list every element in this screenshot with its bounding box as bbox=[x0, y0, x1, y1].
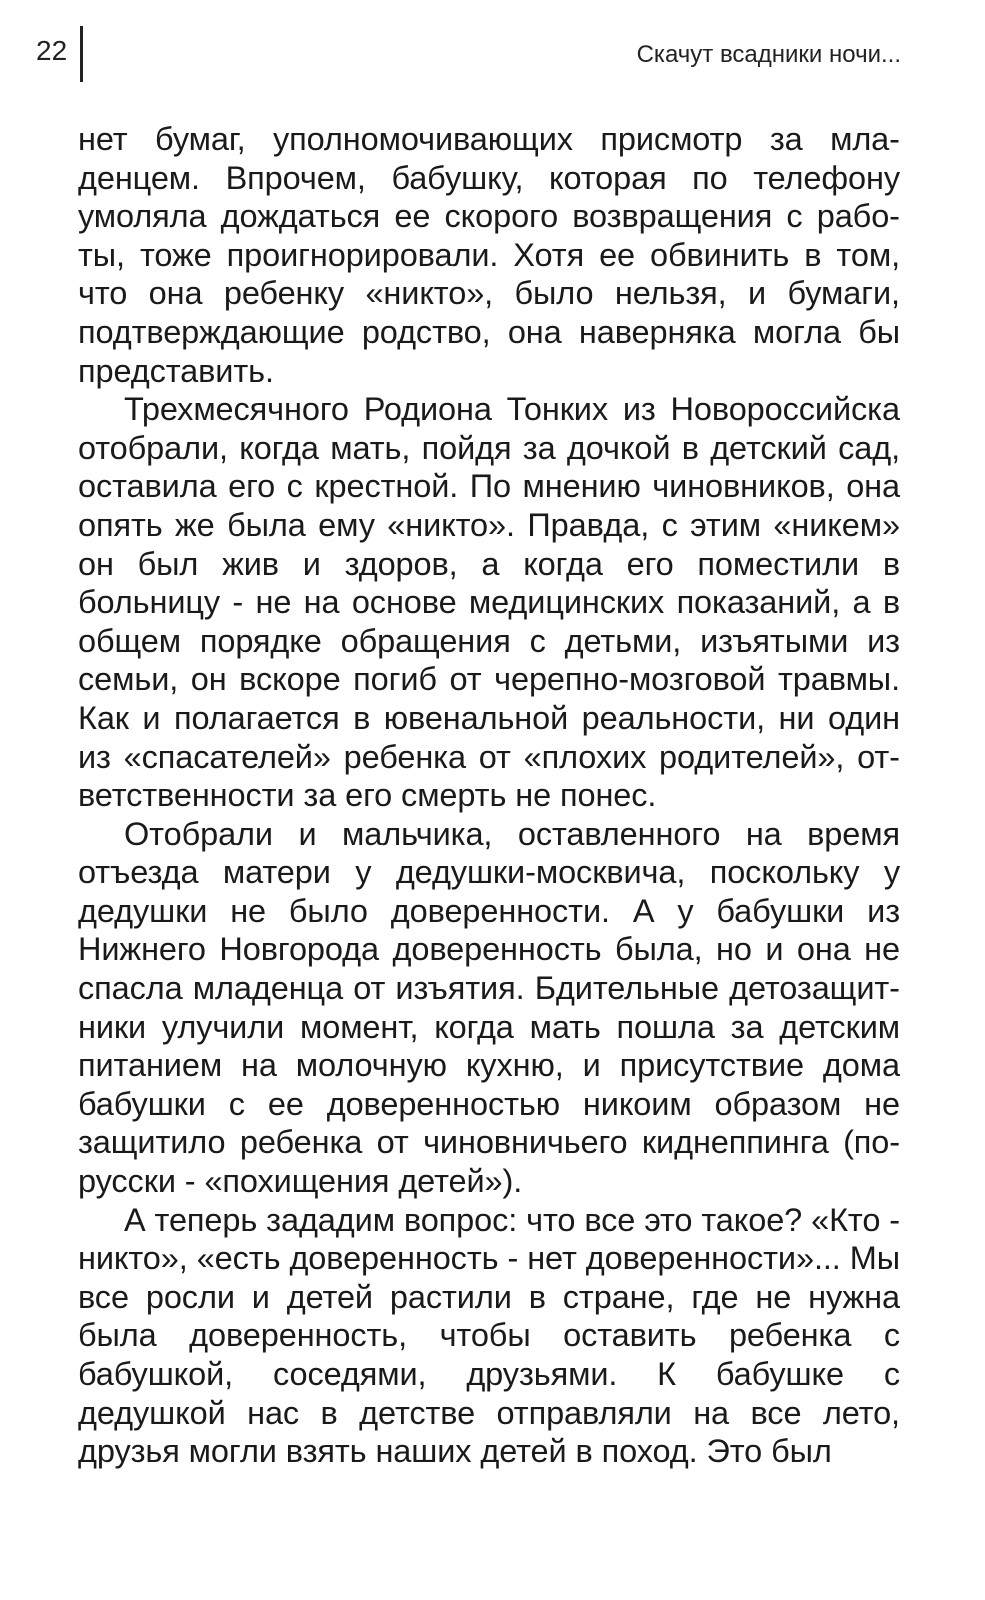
page-number: 22 bbox=[36, 35, 68, 66]
paragraph-3: Отобрали и мальчика, оставленного на время отъезда матери у дедушки-москвича, поскольку у дедушки не было доверенности. А у бабушки из Нижнего Новгорода доверенность была, но и она не спасла младенца от изъятия. Бдительные детозащитники улучили момент, когда мать пошла за детским питанием на молочную кухню, и присутствие дома бабушки с ее доверенностью никоим образом не защитило ребенка от чиновничьего киднеппинга (по-русски - «похищения детей»). bbox=[78, 815, 900, 1200]
running-header bbox=[36, 26, 901, 76]
body-text bbox=[78, 120, 900, 1471]
header-divider bbox=[80, 26, 83, 82]
paragraph-1: нет бумаг, уполномочивающих присмотр за младенцем. Впрочем, бабушку, которая по телефону умоляла дождаться ее скорого возвращения с работы, тоже проигнорировали. Хотя ее обвинить в том, что она ребенку «никто», было нельзя, и бумаги, подтверждающие родство, она наверняка могла бы представить. bbox=[78, 121, 900, 389]
paragraph-2: Трехмесячного Родиона Тонких из Новороссийска отобрали, когда мать, пойдя за дочкой в детский сад, оставила его с крестной. По мнению чиновников, она опять же была ему «никто». Правда, с этим «никем» он был жив и здоров, а когда его поместили в больницу - не на основе медицинских показаний, а в общем порядке обращения с детьми, изъятыми из семьи, он вскоре погиб от черепно-мозговой травмы. Как и полагается в ювенальной реальности, ни один из «спасателей» ребенка от «плохих родителей», ответственности за его смерть не понес. bbox=[78, 391, 900, 814]
running-title: Скачут всадники ночи... bbox=[636, 41, 901, 68]
paragraph-4: А теперь зададим вопрос: что все это такое? «Кто - никто», «есть доверенность - нет доверенности»... Мы все росли и детей растили в стране, где не нужна была доверенность, чтобы оставить ребенка с бабушкой, соседями, друзьями. К бабушке с дедушкой нас в детстве отправляли на все лето, друзья могли взять наших детей в поход. Это был bbox=[78, 1201, 900, 1470]
